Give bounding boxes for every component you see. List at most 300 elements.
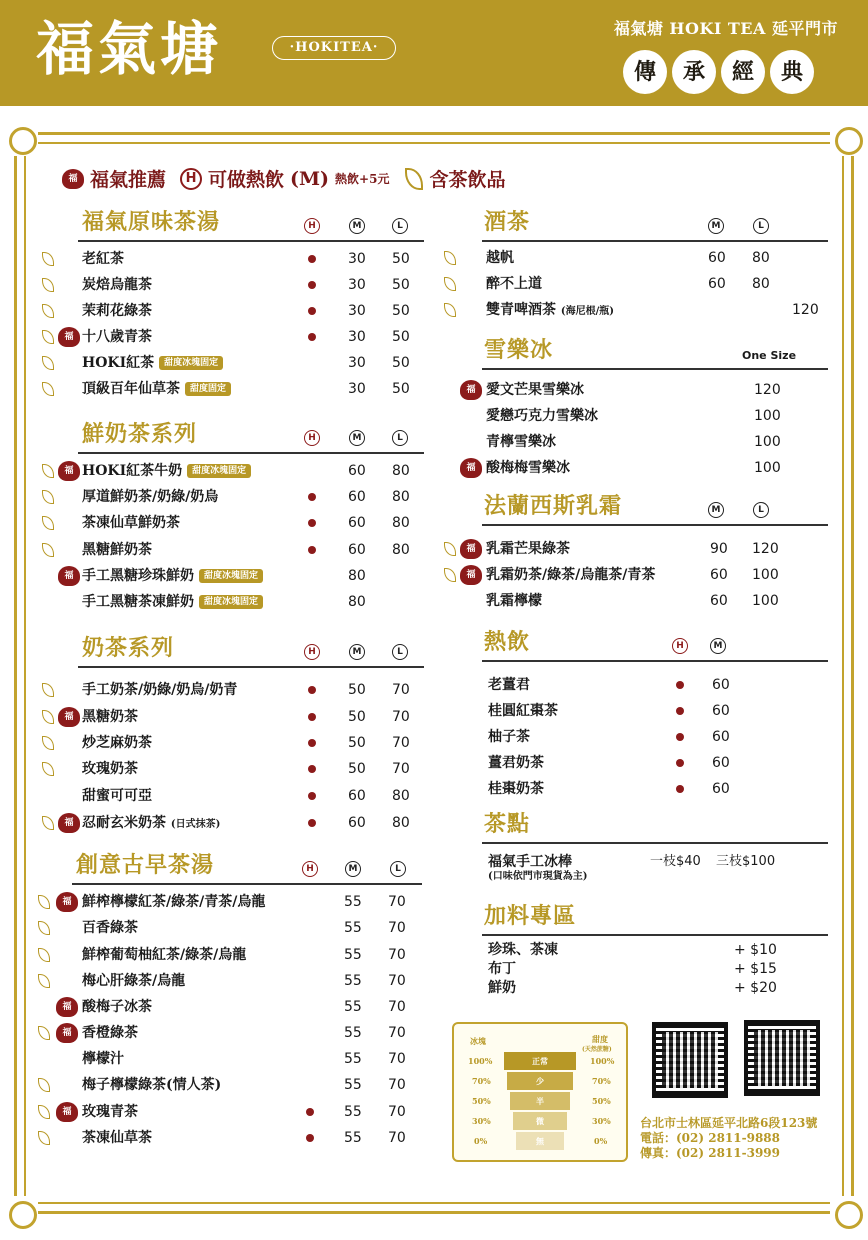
price-one: 一枝$40 [650, 854, 701, 869]
fu-recommend-icon: 福 [56, 1102, 78, 1122]
price-l: 70 [392, 709, 410, 725]
section-title: 福氣原味茶湯 [82, 209, 221, 235]
section-header-snack [482, 812, 828, 844]
price-l: 100 [752, 567, 779, 583]
section-header-addon [482, 904, 828, 936]
price-m: 55 [344, 947, 362, 963]
price-m: 60 [348, 815, 366, 831]
menu-row [440, 563, 830, 587]
tea-leaf-icon [42, 464, 54, 478]
hot-col-icon: H [302, 861, 318, 877]
price-m: 55 [344, 973, 362, 989]
price-m: 80 [348, 568, 366, 584]
m-col-icon: M [349, 218, 365, 234]
menu-row [38, 325, 428, 349]
fixed-note-badge: 甜度冰塊固定 [159, 356, 223, 370]
l-col-icon: L [392, 644, 408, 660]
menu-row [440, 404, 830, 428]
price-l: 70 [388, 1051, 406, 1067]
menu-row [38, 757, 428, 781]
hot-col-icon: H [672, 638, 688, 654]
item-name: 乳霜奶茶/綠茶/烏龍茶/青茶 [486, 567, 656, 583]
price-l: 70 [392, 682, 410, 698]
sugar-level: 70% [592, 1076, 611, 1086]
m-col-icon: M [710, 638, 726, 654]
item-name: 厚道鮮奶茶/奶綠/奶烏 [82, 489, 219, 505]
brand-logo: 福氣塘 [36, 15, 223, 83]
tea-leaf-icon [38, 948, 50, 962]
section-title: 法蘭西斯乳霜 [484, 493, 623, 519]
menu-row [38, 247, 428, 271]
price-l: 80 [752, 276, 770, 292]
fu-recommend-icon: 福 [460, 539, 482, 559]
fixed-note-badge: 甜度固定 [185, 382, 231, 396]
menu-row [440, 978, 830, 998]
item-name: 薑君奶茶 [488, 755, 544, 771]
legend-hot: 可做熱飲 [208, 169, 285, 191]
m-col-icon: M [349, 644, 365, 660]
slogan-badge: 經 [721, 50, 765, 94]
hot-dot-icon [308, 686, 316, 694]
item-name: 梅子檸檬綠茶(情人茶) [82, 1077, 222, 1093]
l-col-icon: L [392, 430, 408, 446]
price-l: 80 [392, 515, 410, 531]
menu-row [34, 1100, 428, 1124]
item-name: 十八歲青茶 [82, 329, 152, 345]
menu-row [34, 969, 428, 993]
item-name: 茶凍仙草茶 [82, 1130, 152, 1146]
fu-recommend-icon: 福 [460, 380, 482, 400]
menu-row [38, 538, 428, 562]
section-title: 鮮奶茶系列 [82, 421, 198, 447]
item-name: 柚子茶 [488, 729, 530, 745]
menu-row [38, 459, 428, 483]
menu-row [38, 273, 428, 297]
item-note: (口味依門市現貨為主) [488, 871, 588, 882]
hot-dot-icon [308, 739, 316, 747]
price-m: 60 [712, 729, 730, 745]
item-name: 手工奶茶/奶綠/奶烏/奶青 [82, 682, 238, 698]
header-band [0, 0, 868, 106]
item-name: 桂棗奶茶 [488, 781, 544, 797]
price-m: 50 [348, 761, 366, 777]
sugar-sublabel: (天然蔗糖) [582, 1046, 612, 1053]
item-name-text: 頂級百年仙草茶 [82, 381, 180, 397]
sugar-label: 甜度 [592, 1034, 608, 1044]
menu-row [440, 751, 830, 775]
hot-dot-icon [306, 1108, 314, 1116]
price-m: 30 [348, 329, 366, 345]
hot-dot-icon [308, 307, 316, 315]
price-m: 60 [708, 250, 726, 266]
fu-recommend-icon: 福 [58, 566, 80, 586]
fu-recommend-icon: 福 [56, 1023, 78, 1043]
item-name: 老薑君 [488, 677, 530, 693]
tea-leaf-icon [42, 710, 54, 724]
sugar-level: 30% [592, 1116, 611, 1126]
item-name: 鮮榨葡萄柚紅茶/綠茶/烏龍 [82, 947, 247, 963]
menu-row [440, 430, 830, 454]
sweet-level-bar: 少 [507, 1072, 573, 1090]
fu-recommend-icon: 福 [58, 461, 80, 481]
price-m: 60 [348, 489, 366, 505]
price-m: 55 [344, 1051, 362, 1067]
tea-leaf-icon [38, 974, 50, 988]
price-m: 30 [348, 277, 366, 293]
sugar-level: 0% [594, 1136, 608, 1146]
brand-tag: ·HOKITEA· [272, 36, 396, 60]
section-title: 熱飲 [484, 629, 531, 655]
item-name [82, 351, 223, 375]
tea-leaf-icon [42, 816, 54, 830]
fu-recommend-icon: 福 [58, 813, 80, 833]
tea-leaf-icon [38, 1026, 50, 1040]
section-title: 創意古早茶湯 [76, 852, 215, 878]
price-l: 50 [392, 303, 410, 319]
price-m: 30 [348, 303, 366, 319]
ice-level: 50% [472, 1096, 491, 1106]
hot-dot-icon [306, 1134, 314, 1142]
fixed-note-badge: 甜度冰塊固定 [199, 569, 263, 583]
fu-recommend-icon: 福 [56, 892, 78, 912]
price-m: 60 [348, 463, 366, 479]
item-name: 愛文芒果雪樂冰 [486, 382, 584, 398]
menu-row [38, 485, 428, 509]
tea-leaf-icon [405, 168, 423, 190]
price: 100 [754, 408, 781, 424]
fu-recommend-icon: 福 [460, 458, 482, 478]
price-m: 80 [348, 594, 366, 610]
tea-leaf-icon [42, 356, 54, 370]
item-name: 鮮奶 [488, 980, 516, 996]
price-m: 50 [348, 735, 366, 751]
store-address: 台北市士林區延平北路6段123號 [640, 1116, 818, 1130]
menu-row [38, 511, 428, 535]
price-m: 60 [708, 276, 726, 292]
price-l: 80 [392, 489, 410, 505]
price: 100 [754, 460, 781, 476]
m-col-icon: M [349, 430, 365, 446]
price-m: 60 [348, 515, 366, 531]
fu-recommend-icon: 福 [58, 707, 80, 727]
sugar-level: 100% [590, 1056, 615, 1066]
store-name: 福氣塘 HOKI TEA 延平門市 [613, 19, 838, 38]
item-name: 茉莉花綠茶 [82, 303, 152, 319]
menu-row [34, 995, 428, 1019]
snack-note [440, 868, 830, 886]
item-name-text: 忍耐玄米奶茶 [82, 815, 166, 831]
slogan-badges [623, 50, 814, 94]
price-m: 60 [712, 703, 730, 719]
menu-row [38, 377, 428, 401]
l-col-icon: L [753, 502, 769, 518]
menu-row [34, 943, 428, 967]
slogan-badge: 承 [672, 50, 716, 94]
item-name: 珍珠、茶凍 [488, 942, 558, 958]
legend-tea: 含茶飲品 [429, 169, 506, 191]
menu-row [440, 537, 830, 561]
fu-recommend-icon: 福 [56, 997, 78, 1017]
corner-ornament [4, 1196, 38, 1230]
menu-row [34, 1021, 428, 1045]
price-l: 80 [392, 788, 410, 804]
item-name: 鮮榨檸檬紅茶/綠茶/青茶/烏龍 [82, 894, 266, 910]
item-name-text: HOKI紅茶 [82, 355, 155, 371]
hot-dot-icon [308, 519, 316, 527]
section-title: 酒茶 [484, 209, 531, 235]
price-l: 80 [392, 542, 410, 558]
sweet-level-bar: 半 [510, 1092, 570, 1110]
store-fax: 傳真：(02) 2811-3999 [640, 1146, 781, 1160]
legend-recommend: 福氣推薦 [90, 169, 167, 191]
tea-leaf-icon [42, 278, 54, 292]
ice-label: 冰塊 [470, 1036, 486, 1046]
section-title: 茶點 [484, 811, 531, 837]
hot-dot-icon [308, 792, 316, 800]
one-size-label: One Size [742, 349, 797, 362]
sweetness-ice-chart [452, 1022, 628, 1162]
price-l: 70 [388, 999, 406, 1015]
price-l: 70 [388, 1104, 406, 1120]
tea-leaf-icon [444, 542, 456, 556]
price-l: 70 [388, 1025, 406, 1041]
price-m: 90 [710, 541, 728, 557]
ice-level: 70% [472, 1076, 491, 1086]
tea-leaf-icon [42, 736, 54, 750]
item-name: 青檸雪樂冰 [486, 434, 556, 450]
price-m: 50 [348, 682, 366, 698]
menu-row [38, 351, 428, 375]
menu-row [440, 378, 830, 402]
menu-row [440, 777, 830, 801]
menu-row [38, 811, 428, 835]
price-l: 50 [392, 329, 410, 345]
price-m: 55 [344, 1077, 362, 1093]
legend [62, 165, 511, 192]
menu-row [38, 299, 428, 323]
sugar-level: 50% [592, 1096, 611, 1106]
item-name: 布丁 [488, 961, 516, 977]
fu-recommend-icon: 福 [62, 169, 84, 189]
hot-dot-icon [676, 759, 684, 767]
tea-leaf-icon [38, 1105, 50, 1119]
item-name [82, 590, 263, 614]
menu-row [38, 784, 428, 808]
hot-dot-icon [308, 546, 316, 554]
price: + $15 [734, 961, 777, 977]
foodpanda-qr-code[interactable] [652, 1022, 728, 1098]
item-name: 百香綠茶 [82, 920, 138, 936]
price-l: 80 [392, 815, 410, 831]
hot-dot-icon [308, 255, 316, 263]
price-l: 120 [752, 541, 779, 557]
item-name: 酸梅子冰茶 [82, 999, 152, 1015]
item-name [486, 298, 614, 324]
fu-recommend-icon: 福 [460, 565, 482, 585]
l-col-icon: L [390, 861, 406, 877]
item-name: 越帆 [486, 250, 514, 266]
item-name: 愛戀巧克力雪樂冰 [486, 408, 598, 424]
tea-leaf-icon [42, 762, 54, 776]
price: 120 [754, 382, 781, 398]
m-col-icon: M [708, 502, 724, 518]
menu-row [440, 699, 830, 723]
price-single: 120 [792, 302, 819, 318]
slogan-badge: 傳 [623, 50, 667, 94]
price-m: 60 [710, 593, 728, 609]
menu-row [34, 1126, 428, 1150]
price-l: 50 [392, 277, 410, 293]
sweet-level-bar: 無 [516, 1132, 564, 1150]
price-l: 50 [392, 251, 410, 267]
section-header-creative [72, 853, 422, 885]
section-header-hot [482, 630, 828, 662]
price: 100 [754, 434, 781, 450]
fixed-note-badge: 甜度冰塊固定 [187, 464, 251, 478]
price-m: 55 [344, 999, 362, 1015]
hot-dot-icon [308, 765, 316, 773]
price-m: 60 [348, 788, 366, 804]
menu-row [38, 590, 428, 614]
l-col-icon: L [392, 218, 408, 234]
menu-row [440, 673, 830, 697]
ice-level: 0% [474, 1136, 488, 1146]
price-l: 80 [752, 250, 770, 266]
menu-row [38, 564, 428, 588]
hot-dot-icon [308, 281, 316, 289]
corner-ornament [830, 122, 864, 156]
item-name: 茶凍仙草鮮奶茶 [82, 515, 180, 531]
corner-ornament [830, 1196, 864, 1230]
tea-leaf-icon [42, 543, 54, 557]
tea-leaf-icon [42, 304, 54, 318]
price-m: 60 [712, 781, 730, 797]
tea-leaf-icon [444, 277, 456, 291]
menu-row [34, 1073, 428, 1097]
tea-leaf-icon [444, 303, 456, 317]
item-name-text: 手工黑糖珍珠鮮奶 [82, 568, 194, 584]
hot-col-icon: H [304, 430, 320, 446]
store-phone: 電話：(02) 2811-9888 [640, 1131, 781, 1145]
item-name: 炒芝麻奶茶 [82, 735, 152, 751]
section-header-alcohol [482, 210, 828, 242]
price-m: 55 [344, 1025, 362, 1041]
item-name [82, 377, 231, 401]
price-m: 60 [710, 567, 728, 583]
ice-level: 100% [468, 1056, 493, 1066]
price: + $20 [734, 980, 777, 996]
price-three: 三枝$100 [716, 854, 776, 869]
price-l: 100 [752, 593, 779, 609]
hot-col-icon: H [304, 644, 320, 660]
section-header-milk [78, 422, 424, 454]
item-name-text: 雙青啤酒茶 [486, 302, 556, 318]
price-l: 50 [392, 355, 410, 371]
tea-leaf-icon [42, 490, 54, 504]
m-col-icon: M [345, 861, 361, 877]
fixed-note-badge: 甜度冰塊固定 [199, 595, 263, 609]
l-col-icon: L [753, 218, 769, 234]
hot-dot-icon [308, 493, 316, 501]
section-header-milktea [78, 636, 424, 668]
menu-row [440, 298, 830, 322]
price-l: 70 [388, 1130, 406, 1146]
price-l: 70 [388, 894, 406, 910]
section-header-cream [482, 494, 828, 526]
menu-row [440, 456, 830, 480]
menu-row [34, 916, 428, 940]
tea-leaf-icon [42, 683, 54, 697]
item-name: 醉不上道 [486, 276, 542, 292]
price-l: 70 [388, 947, 406, 963]
item-name: 酸梅梅雪樂冰 [486, 460, 570, 476]
price-m: 55 [344, 920, 362, 936]
price-l: 70 [392, 735, 410, 751]
item-name: 玫瑰奶茶 [82, 761, 138, 777]
price-m: 30 [348, 355, 366, 371]
tea-leaf-icon [42, 516, 54, 530]
hot-dot-icon [308, 333, 316, 341]
tea-leaf-icon [42, 252, 54, 266]
sweet-level-bar: 正常 [504, 1052, 576, 1070]
price-l: 70 [392, 761, 410, 777]
price-l: 80 [392, 463, 410, 479]
legend-m: (M) [290, 167, 330, 190]
ubereats-qr-code[interactable] [744, 1020, 820, 1096]
item-name: 甜蜜可可亞 [82, 788, 152, 804]
item-name [82, 811, 220, 837]
item-name: 黑糖鮮奶茶 [82, 542, 152, 558]
price-m: 55 [344, 1130, 362, 1146]
item-name: 黑糖奶茶 [82, 709, 138, 725]
menu-row [38, 731, 428, 755]
menu-row [440, 246, 830, 270]
ice-level: 30% [472, 1116, 491, 1126]
price-l: 70 [388, 1077, 406, 1093]
menu-row [38, 705, 428, 729]
item-name: 福氣手工冰棒 [488, 854, 572, 870]
menu-row [440, 589, 830, 613]
price-l: 70 [388, 973, 406, 989]
item-name-text: 手工黑糖茶凍鮮奶 [82, 594, 194, 610]
slogan-badge: 典 [770, 50, 814, 94]
section-title: 雪樂冰 [484, 337, 554, 363]
item-name: 桂圓紅棗茶 [488, 703, 558, 719]
item-name: 老紅茶 [82, 251, 124, 267]
fu-recommend-icon: 福 [58, 327, 80, 347]
price-m: 60 [712, 677, 730, 693]
item-note: (海尼根/瓶) [560, 306, 614, 317]
price-l: 70 [388, 920, 406, 936]
price-m: 50 [348, 709, 366, 725]
menu-row [440, 725, 830, 749]
section-title: 加料專區 [484, 903, 577, 929]
tea-leaf-icon [444, 251, 456, 265]
price-m: 30 [348, 381, 366, 397]
hot-dot-icon [676, 733, 684, 741]
section-header-original [78, 210, 424, 242]
menu-row [34, 1047, 428, 1071]
price-m: 30 [348, 251, 366, 267]
price-m: 60 [712, 755, 730, 771]
menu-row [440, 959, 830, 979]
hot-dot-icon [308, 819, 316, 827]
item-name: 炭焙烏龍茶 [82, 277, 152, 293]
item-name-text: HOKI紅茶牛奶 [82, 463, 183, 479]
hot-icon: H [180, 168, 202, 190]
price: + $10 [734, 942, 777, 958]
tea-leaf-icon [42, 382, 54, 396]
